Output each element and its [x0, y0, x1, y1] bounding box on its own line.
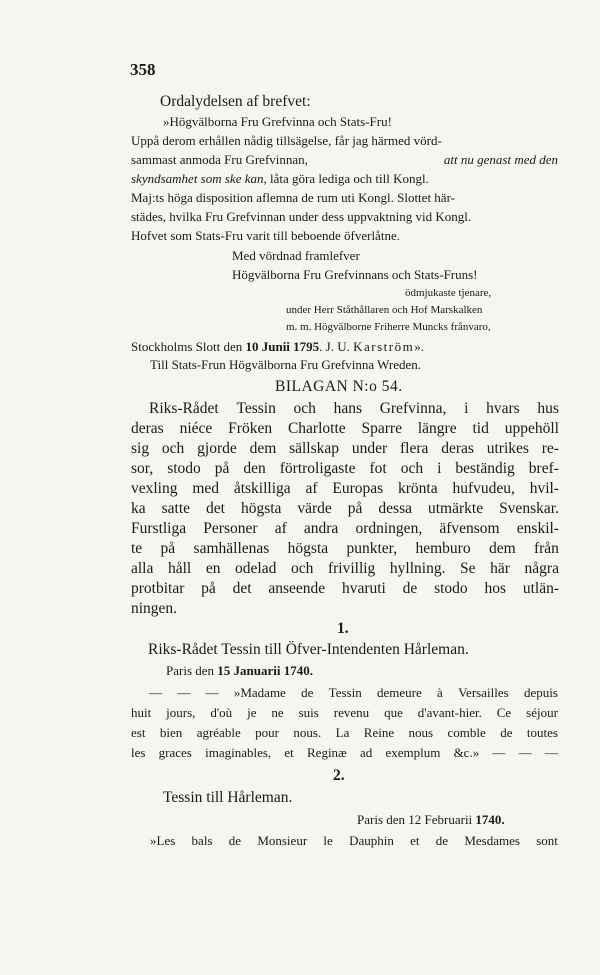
- word: vexling: [131, 480, 178, 497]
- word: sor,: [131, 460, 154, 477]
- word: sont: [536, 833, 558, 848]
- letter-heading: Ordalydelsen af brefvet:: [160, 93, 311, 110]
- word: toutes: [526, 725, 558, 740]
- intro-line: [131, 441, 559, 457]
- word: nous: [408, 725, 434, 740]
- word: på: [160, 540, 176, 557]
- word: —: [518, 745, 532, 760]
- word: Monsieur: [257, 833, 308, 848]
- word: suis: [298, 705, 319, 720]
- word: —: [205, 685, 219, 700]
- word: dem: [488, 540, 516, 557]
- word: enskil-: [516, 520, 559, 537]
- letter-closing-1: Med vördnad framlefver: [232, 248, 360, 263]
- section-2-number: 2.: [333, 767, 345, 784]
- word: flera: [399, 440, 429, 457]
- word: de: [402, 580, 418, 597]
- word: Tessin: [328, 685, 362, 700]
- word: sig: [131, 440, 150, 457]
- word: på: [201, 580, 216, 597]
- word: på: [214, 460, 230, 477]
- word: protbitar: [131, 580, 185, 597]
- word: &c.»: [453, 745, 480, 760]
- word: Personer: [203, 520, 258, 537]
- word: revenu: [333, 705, 370, 720]
- section-1-line: [131, 746, 558, 759]
- word: håll: [167, 560, 192, 577]
- word: punkter,: [346, 540, 398, 557]
- intro-line: [131, 461, 559, 477]
- word: och: [400, 460, 424, 477]
- word: Mesdames: [464, 833, 520, 848]
- word: d'où: [210, 705, 233, 720]
- word: det: [232, 580, 252, 597]
- letter-closing-5: m. m. Högvälborne Friherre Muncks frånvaro,: [286, 321, 491, 333]
- word: satte: [161, 500, 191, 517]
- section-1-line: [131, 726, 558, 739]
- word: La: [335, 725, 350, 740]
- word: tid: [472, 420, 489, 437]
- word: Reginæ: [307, 745, 347, 760]
- word: det: [206, 500, 225, 517]
- word: och: [290, 560, 314, 577]
- word: beständig: [455, 460, 515, 477]
- intro-line: ningen.: [131, 600, 178, 617]
- letter-date-end: ».: [414, 339, 424, 354]
- word: »Les: [150, 833, 176, 848]
- intro-line: [131, 481, 559, 497]
- word: utmärkte: [427, 500, 484, 517]
- word: Versailles: [458, 685, 509, 700]
- word: ordningen,: [355, 520, 423, 537]
- letter-line-5: städes, hvilka Fru Grefvinnan under dess uppvaktning vid Kongl.: [131, 209, 472, 224]
- letter-line-2: [131, 153, 558, 166]
- bilaga-title: BILAGAN N:o 54.: [275, 378, 403, 395]
- word: uppehöll: [504, 420, 559, 437]
- word: Se: [460, 560, 476, 577]
- word: le: [323, 833, 333, 848]
- word: bals: [191, 833, 213, 848]
- word: af: [274, 520, 287, 537]
- word: deras: [441, 440, 474, 457]
- word: huit: [131, 705, 152, 720]
- word: et: [284, 745, 294, 760]
- word: högsta: [240, 500, 282, 517]
- word: värde: [297, 500, 332, 517]
- word: —: [544, 745, 558, 760]
- letter-line-1-text: Uppå derom erhållen nådig tillsägelse, får jag härmed vörd-: [131, 133, 442, 148]
- section-1-line: [131, 706, 558, 719]
- word: förtroligaste: [279, 460, 356, 477]
- word: Dauphin: [349, 833, 394, 848]
- word: séjour: [526, 705, 558, 720]
- word: anseende: [268, 580, 326, 597]
- intro-line: [149, 401, 559, 417]
- word: stodo: [434, 580, 468, 597]
- section-1-date: [166, 664, 313, 677]
- letter-line-3a: skyndsamhet som ske kan: [131, 171, 264, 186]
- section-2-line: [150, 834, 558, 847]
- word: under: [351, 440, 388, 457]
- letter-date: 10 Junii 1795: [245, 339, 320, 354]
- word: en: [205, 560, 221, 577]
- section-1-heading: Riks-Rådet Tessin till Öfver-Intendenten Hårleman.: [148, 641, 469, 658]
- word: andra: [303, 520, 339, 537]
- word: Fröken: [228, 420, 273, 437]
- word: Furstliga: [131, 520, 187, 537]
- word: fot: [369, 460, 387, 477]
- section-2-heading: Tessin till Hårleman.: [163, 789, 293, 806]
- word: hyllning.: [389, 560, 446, 577]
- word: de: [500, 725, 513, 740]
- word: nous.: [293, 725, 322, 740]
- word: Grefvinna,: [379, 400, 447, 417]
- word: utrikes: [486, 440, 529, 457]
- word: frivillig: [327, 560, 376, 577]
- word: odelad: [235, 560, 277, 577]
- word: de: [301, 685, 314, 700]
- intro-line: [131, 561, 559, 577]
- word: sällskap: [289, 440, 340, 457]
- letter-date-line: [131, 340, 424, 353]
- section-1-line: [149, 686, 558, 699]
- word: à: [437, 685, 443, 700]
- word: högsta: [287, 540, 329, 557]
- section-2-date-place: Paris den 12 Februarii: [357, 812, 476, 827]
- letter-signer: Karström: [353, 339, 415, 354]
- word: bref-: [528, 460, 559, 477]
- word: Reine: [363, 725, 395, 740]
- word: ad: [359, 745, 373, 760]
- intro-line: [131, 501, 559, 517]
- intro-line: [131, 421, 559, 437]
- word: längre: [417, 420, 457, 437]
- word: je: [247, 705, 257, 720]
- intro-line: [131, 581, 559, 597]
- letter-salutation: »Högvälborna Fru Grefvinna och Stats-Fru!: [163, 114, 392, 129]
- letter-line-2b: att nu genast med den: [443, 152, 558, 167]
- word: et: [410, 833, 420, 848]
- letter-initials: . J. U.: [319, 339, 354, 354]
- word: pour: [255, 725, 279, 740]
- word: les: [131, 745, 146, 760]
- word: de: [228, 833, 242, 848]
- word: depuis: [523, 685, 558, 700]
- word: och: [293, 400, 316, 417]
- word: imaginables,: [205, 745, 272, 760]
- word: samhällenas: [193, 540, 270, 557]
- word: graces: [158, 745, 192, 760]
- letter-line-4: Maj:ts höga disposition aflemna de rum uti Kongl. Slottet här-: [131, 190, 455, 205]
- word: Europas: [332, 480, 384, 497]
- word: hvaruti: [341, 580, 386, 597]
- word: Tessin: [236, 400, 276, 417]
- word: »Madame: [233, 685, 286, 700]
- word: hans: [333, 400, 363, 417]
- intro-line: [131, 541, 559, 557]
- word: gjorde: [197, 440, 237, 457]
- word: stodo: [167, 460, 201, 477]
- word: Ce: [496, 705, 512, 720]
- word: que: [384, 705, 403, 720]
- word: d'avant-hier.: [417, 705, 482, 720]
- word: niéce: [179, 420, 213, 437]
- page-number: 358: [130, 60, 156, 79]
- word: åtskilliga: [233, 480, 291, 497]
- word: hemburo: [415, 540, 471, 557]
- word: hvars: [486, 400, 520, 417]
- word: dessa: [378, 500, 412, 517]
- section-1-number: 1.: [337, 620, 349, 637]
- word: —: [492, 745, 506, 760]
- word: Sparre: [361, 420, 402, 437]
- word: jours,: [166, 705, 196, 720]
- word: här: [490, 560, 510, 577]
- letter-line-1: [131, 134, 558, 147]
- letter-date-place: Stockholms Slott den: [131, 339, 246, 354]
- section-1-date-place: Paris den: [166, 663, 218, 678]
- word: i: [437, 460, 442, 477]
- word: bien: [159, 725, 183, 740]
- letter-line-2a: sammast anmoda Fru Grefvinnan,: [131, 152, 308, 167]
- word: dem: [249, 440, 277, 457]
- word: ka: [131, 500, 146, 517]
- word: deras: [131, 420, 164, 437]
- word: af: [305, 480, 318, 497]
- word: äfvensom: [439, 520, 500, 537]
- word: Charlotte: [287, 420, 346, 437]
- word: några: [524, 560, 559, 577]
- letter-line-3b: , låta göra lediga och till Kongl.: [263, 171, 429, 186]
- word: i: [464, 400, 469, 417]
- word: alla: [131, 560, 154, 577]
- letter-line-3: [131, 172, 558, 185]
- word: utlän-: [522, 580, 559, 597]
- word: demeure: [377, 685, 422, 700]
- word: te: [131, 540, 143, 557]
- word: —: [177, 685, 191, 700]
- word: ne: [271, 705, 284, 720]
- word: agréable: [196, 725, 241, 740]
- word: från: [533, 540, 559, 557]
- letter-line-6: Hofvet som Stats-Fru varit till beboende öfverlåtne.: [131, 228, 400, 243]
- section-2-date-year: 1740.: [475, 812, 505, 827]
- word: med: [192, 480, 220, 497]
- intro-line: [131, 521, 559, 537]
- word: hus: [537, 400, 559, 417]
- word: —: [149, 685, 162, 700]
- word: Riks-Rådet: [149, 400, 219, 417]
- letter-closing-3: ödmjukaste tjenare,: [405, 287, 492, 299]
- word: på: [347, 500, 363, 517]
- word: hufvudeu,: [452, 480, 515, 497]
- word: hvil-: [529, 480, 559, 497]
- word: och: [161, 440, 185, 457]
- word: hos: [484, 580, 507, 597]
- word: den: [243, 460, 266, 477]
- word: exemplum: [385, 745, 441, 760]
- section-2-date: [357, 813, 505, 826]
- word: est: [131, 725, 146, 740]
- word: re-: [541, 440, 559, 457]
- letter-closing-2: Högvälborna Fru Grefvinnans och Stats-Fruns!: [232, 267, 478, 282]
- letter-address: Till Stats-Frun Högvälborna Fru Grefvinna Wreden.: [150, 357, 422, 372]
- word: krönta: [398, 480, 438, 497]
- word: Svenskar.: [499, 500, 559, 517]
- section-1-date-value: 15 Januarii 1740.: [217, 663, 313, 678]
- letter-closing-4: under Herr Ståthållaren och Hof Marskalken: [286, 304, 483, 316]
- word: comble: [447, 725, 486, 740]
- word: de: [435, 833, 449, 848]
